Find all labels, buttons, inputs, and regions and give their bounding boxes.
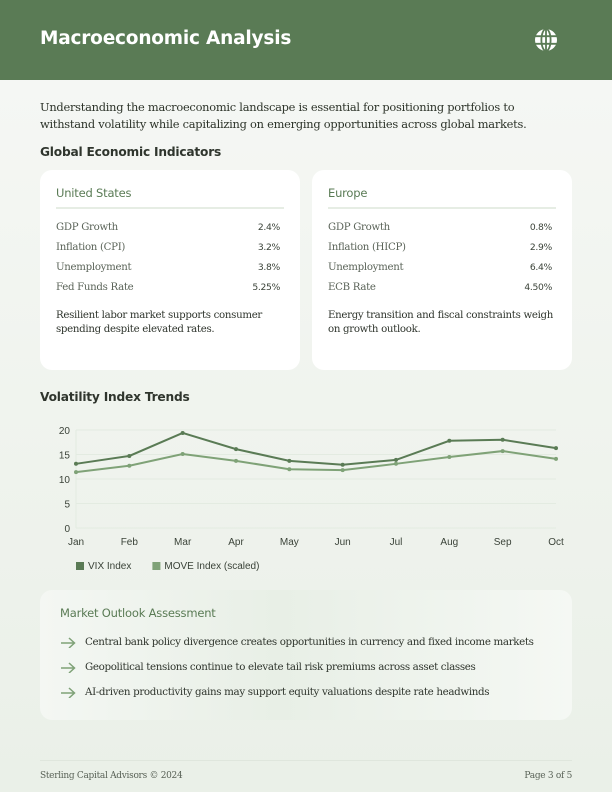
- metric-value: 3.2%: [257, 241, 280, 253]
- metric-value: 5.25%: [252, 281, 280, 293]
- page-header: [0, 0, 612, 80]
- metric-label: Inflation (CPI): [56, 241, 126, 253]
- intro-paragraph: Understanding the macroeconomic landscape is essential for positioning portfolios to withstand volatility while capitalizing on emerging opportunities across global markets.: [40, 100, 527, 131]
- data-point: [181, 452, 185, 456]
- globe-icon: [534, 28, 558, 52]
- x-tick-label: Jun: [334, 537, 351, 548]
- data-point: [341, 463, 345, 467]
- metric-value: 6.4%: [529, 261, 552, 273]
- outlook-item-text: Geopolitical tensions continue to elevate tail risk premiums across asset classes: [85, 660, 476, 673]
- metric-label: Unemployment: [56, 261, 132, 273]
- metric-row: [328, 217, 556, 237]
- data-point: [394, 462, 398, 466]
- x-tick-label: Feb: [120, 537, 138, 548]
- y-tick-label: 15: [58, 450, 70, 462]
- data-point: [74, 470, 78, 474]
- data-point: [287, 459, 291, 463]
- x-tick-label: Jul: [389, 537, 403, 548]
- footer-copyright: Sterling Capital Advisors © 2024: [40, 771, 183, 781]
- series-line: [76, 433, 556, 465]
- outlook-item: [60, 654, 552, 679]
- metric-value: 0.8%: [529, 221, 552, 233]
- section-title-volatility: Volatility Index Trends: [40, 390, 190, 404]
- legend-swatch: [152, 562, 160, 570]
- volatility-line-chart: [40, 418, 580, 578]
- metric-row: [56, 237, 284, 257]
- metric-label: Fed Funds Rate: [56, 281, 134, 293]
- footer-divider: [40, 760, 572, 761]
- x-tick-label: Oct: [548, 537, 564, 548]
- x-tick-label: Mar: [174, 537, 192, 548]
- data-point: [501, 449, 505, 453]
- arrow-right-icon: [60, 661, 77, 673]
- data-point: [447, 455, 451, 459]
- x-tick-label: Jan: [67, 537, 85, 548]
- data-point: [341, 468, 345, 472]
- metric-label: ECB Rate: [328, 281, 376, 293]
- legend-label: MOVE Index (scaled): [164, 561, 260, 572]
- data-point: [234, 459, 238, 463]
- metric-label: Inflation (HICP): [328, 241, 406, 253]
- metric-value: 3.8%: [257, 261, 280, 273]
- section-title-indicators: Global Economic Indicators: [40, 145, 222, 159]
- x-tick-label: Apr: [228, 537, 244, 548]
- outlook-item-text: AI-driven productivity gains may support equity valuations despite rate headwinds: [85, 685, 490, 698]
- y-tick-label: 20: [58, 426, 70, 437]
- metric-row: [56, 257, 284, 277]
- data-point: [287, 467, 291, 471]
- x-tick-label: Sep: [493, 537, 512, 548]
- metric-row: [56, 277, 284, 297]
- y-tick-label: 10: [58, 475, 70, 486]
- data-point: [554, 446, 558, 450]
- metric-value: 2.9%: [529, 241, 552, 253]
- region-title: United States: [56, 186, 284, 209]
- data-point: [501, 438, 505, 442]
- outlook-item-text: Central bank policy divergence creates opportunities in currency and fixed income markets: [85, 635, 534, 648]
- region-card-united-states: [40, 170, 300, 370]
- region-title: Europe: [328, 186, 556, 209]
- metric-value: 2.4%: [257, 221, 280, 233]
- data-point: [554, 457, 558, 461]
- legend-label: VIX Index: [88, 561, 132, 572]
- metric-label: Unemployment: [328, 261, 404, 273]
- metric-value: 4.50%: [524, 281, 552, 293]
- metric-row: [328, 237, 556, 257]
- arrow-right-icon: [60, 636, 77, 648]
- y-tick-label: 5: [64, 499, 70, 511]
- outlook-title: Market Outlook Assessment: [60, 606, 216, 620]
- data-point: [447, 439, 451, 443]
- outlook-item: [60, 629, 552, 654]
- metric-row: [328, 277, 556, 297]
- data-point: [127, 464, 131, 468]
- y-tick-label: 0: [64, 524, 70, 535]
- region-note: Energy transition and fiscal constraints weigh on growth outlook.: [328, 310, 554, 335]
- arrow-right-icon: [60, 686, 77, 698]
- data-point: [394, 458, 398, 462]
- region-note: Resilient labor market supports consumer spending despite elevated rates.: [56, 310, 263, 335]
- data-point: [74, 462, 78, 466]
- data-point: [127, 454, 131, 458]
- metric-row: [328, 257, 556, 277]
- x-tick-label: May: [279, 537, 299, 548]
- page-number: Page 3 of 5: [524, 771, 572, 781]
- region-card-europe: [312, 170, 572, 370]
- data-point: [234, 447, 238, 451]
- market-outlook-panel: [40, 590, 572, 720]
- page-title: Macroeconomic Analysis: [40, 28, 292, 49]
- metric-label: GDP Growth: [328, 221, 390, 233]
- metric-label: GDP Growth: [56, 221, 118, 233]
- data-point: [181, 431, 185, 435]
- x-tick-label: Aug: [440, 537, 459, 548]
- metric-row: [56, 217, 284, 237]
- legend-swatch: [76, 562, 84, 570]
- outlook-item: [60, 679, 552, 704]
